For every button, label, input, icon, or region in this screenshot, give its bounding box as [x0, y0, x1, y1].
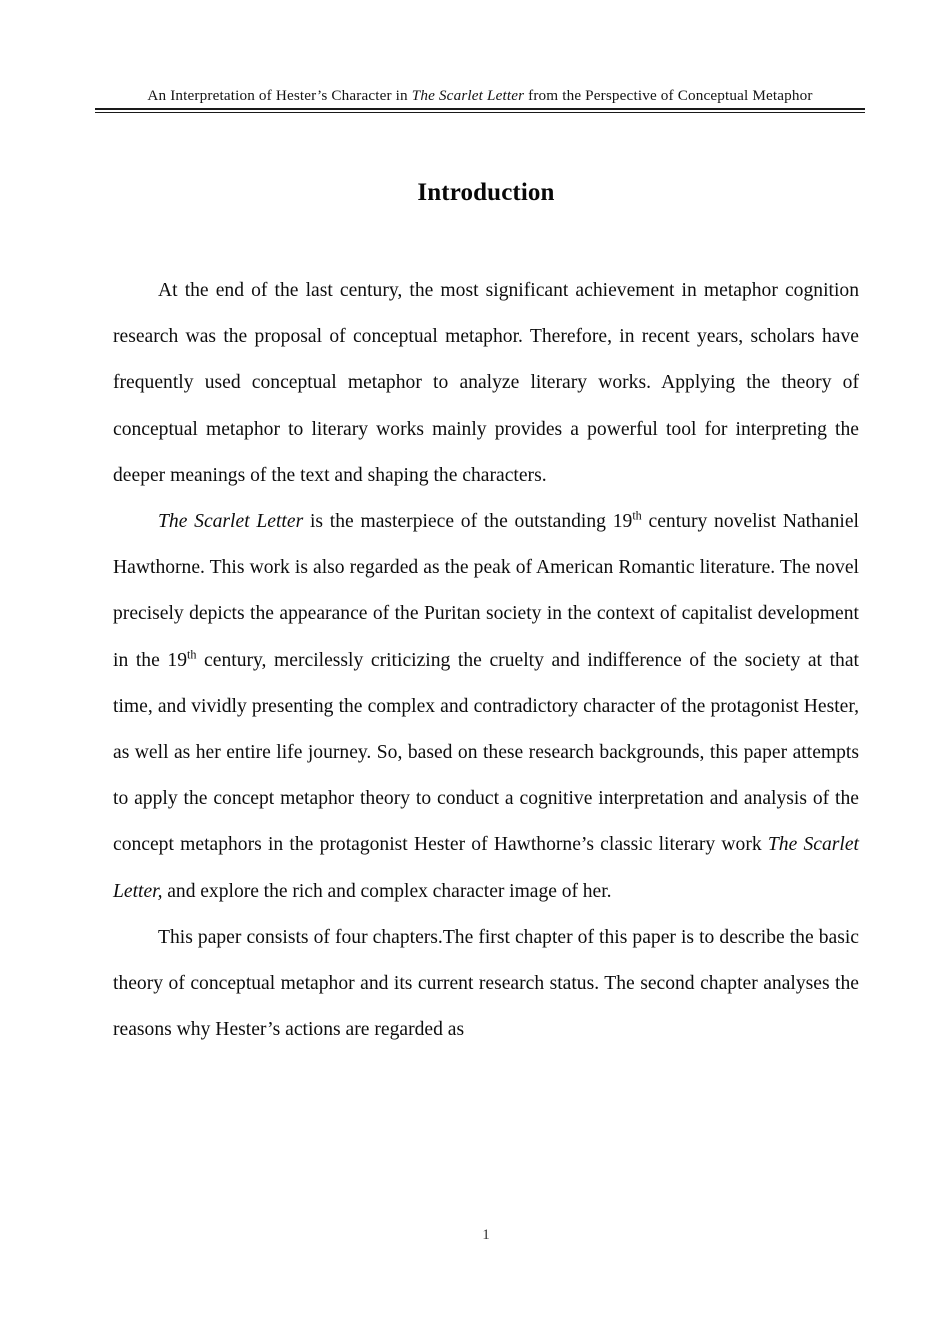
paragraph-2-segment-4: and explore the rich and complex character image of her. [162, 880, 612, 902]
section-title: Introduction [417, 179, 555, 206]
paragraph-2-segment-2: century novelist Nathaniel Hawthorne. This work is also regarded as the peak of American Romantic literature. The novel precisely depicts the appearance of the Puritan society in the context of capitalist development in the 19 [113, 511, 859, 671]
paragraph-2-segment-3: century, mercilessly criticizing the cruelty and indifference of the society at that time, and vividly presenting the complex and contradictory character of the protagonist Hester, as well as her entire life journey. So, based on these research backgrounds, this paper attempts to apply the concept metaphor theory to conduct a cognitive interpretation and analysis of the concept metaphors in the protagonist Hester of Hawthorne’s classic literary work [113, 649, 859, 856]
running-header-prefix: An Interpretation of Hester’s Character in [147, 87, 412, 104]
book-title-scarlet-letter-2: The Scarlet Letter, [113, 834, 859, 902]
paragraph-1: At the end of the last century, the most significant achievement in metaphor cognition research was the proposal of conceptual metaphor. Therefore, in recent years, scholars have frequently used conceptual metaphor to analyze literary works. Applying the theory of conceptual metaphor to literary works mainly provides a powerful tool for interpreting the deeper meanings of the text and shaping the characters. [113, 280, 859, 486]
running-header [95, 86, 865, 113]
ordinal-suffix-th-1: th [632, 508, 642, 523]
ordinal-suffix-th-2: th [187, 647, 197, 662]
book-title-scarlet-letter-1: The Scarlet Letter [158, 511, 304, 533]
paragraph-3: This paper consists of four chapters.The first chapter of this paper is to describe the basic theory of conceptual metaphor and its current research status. The second chapter analyses the reasons why Hester’s actions are regarded as [113, 926, 859, 1041]
running-header-suffix: from the Perspective of Conceptual Metaphor [524, 87, 813, 104]
header-rule-thin [95, 112, 865, 113]
page-number: 1 [482, 1227, 490, 1243]
paragraph-2-segment-1: is the masterpiece of the outstanding 19 [303, 511, 633, 533]
running-header-book-title: The Scarlet Letter [411, 87, 525, 104]
body-text-block [113, 268, 859, 1053]
running-header-text [95, 86, 865, 108]
paragraph-2 [113, 499, 859, 915]
page-footer [113, 1226, 859, 1244]
